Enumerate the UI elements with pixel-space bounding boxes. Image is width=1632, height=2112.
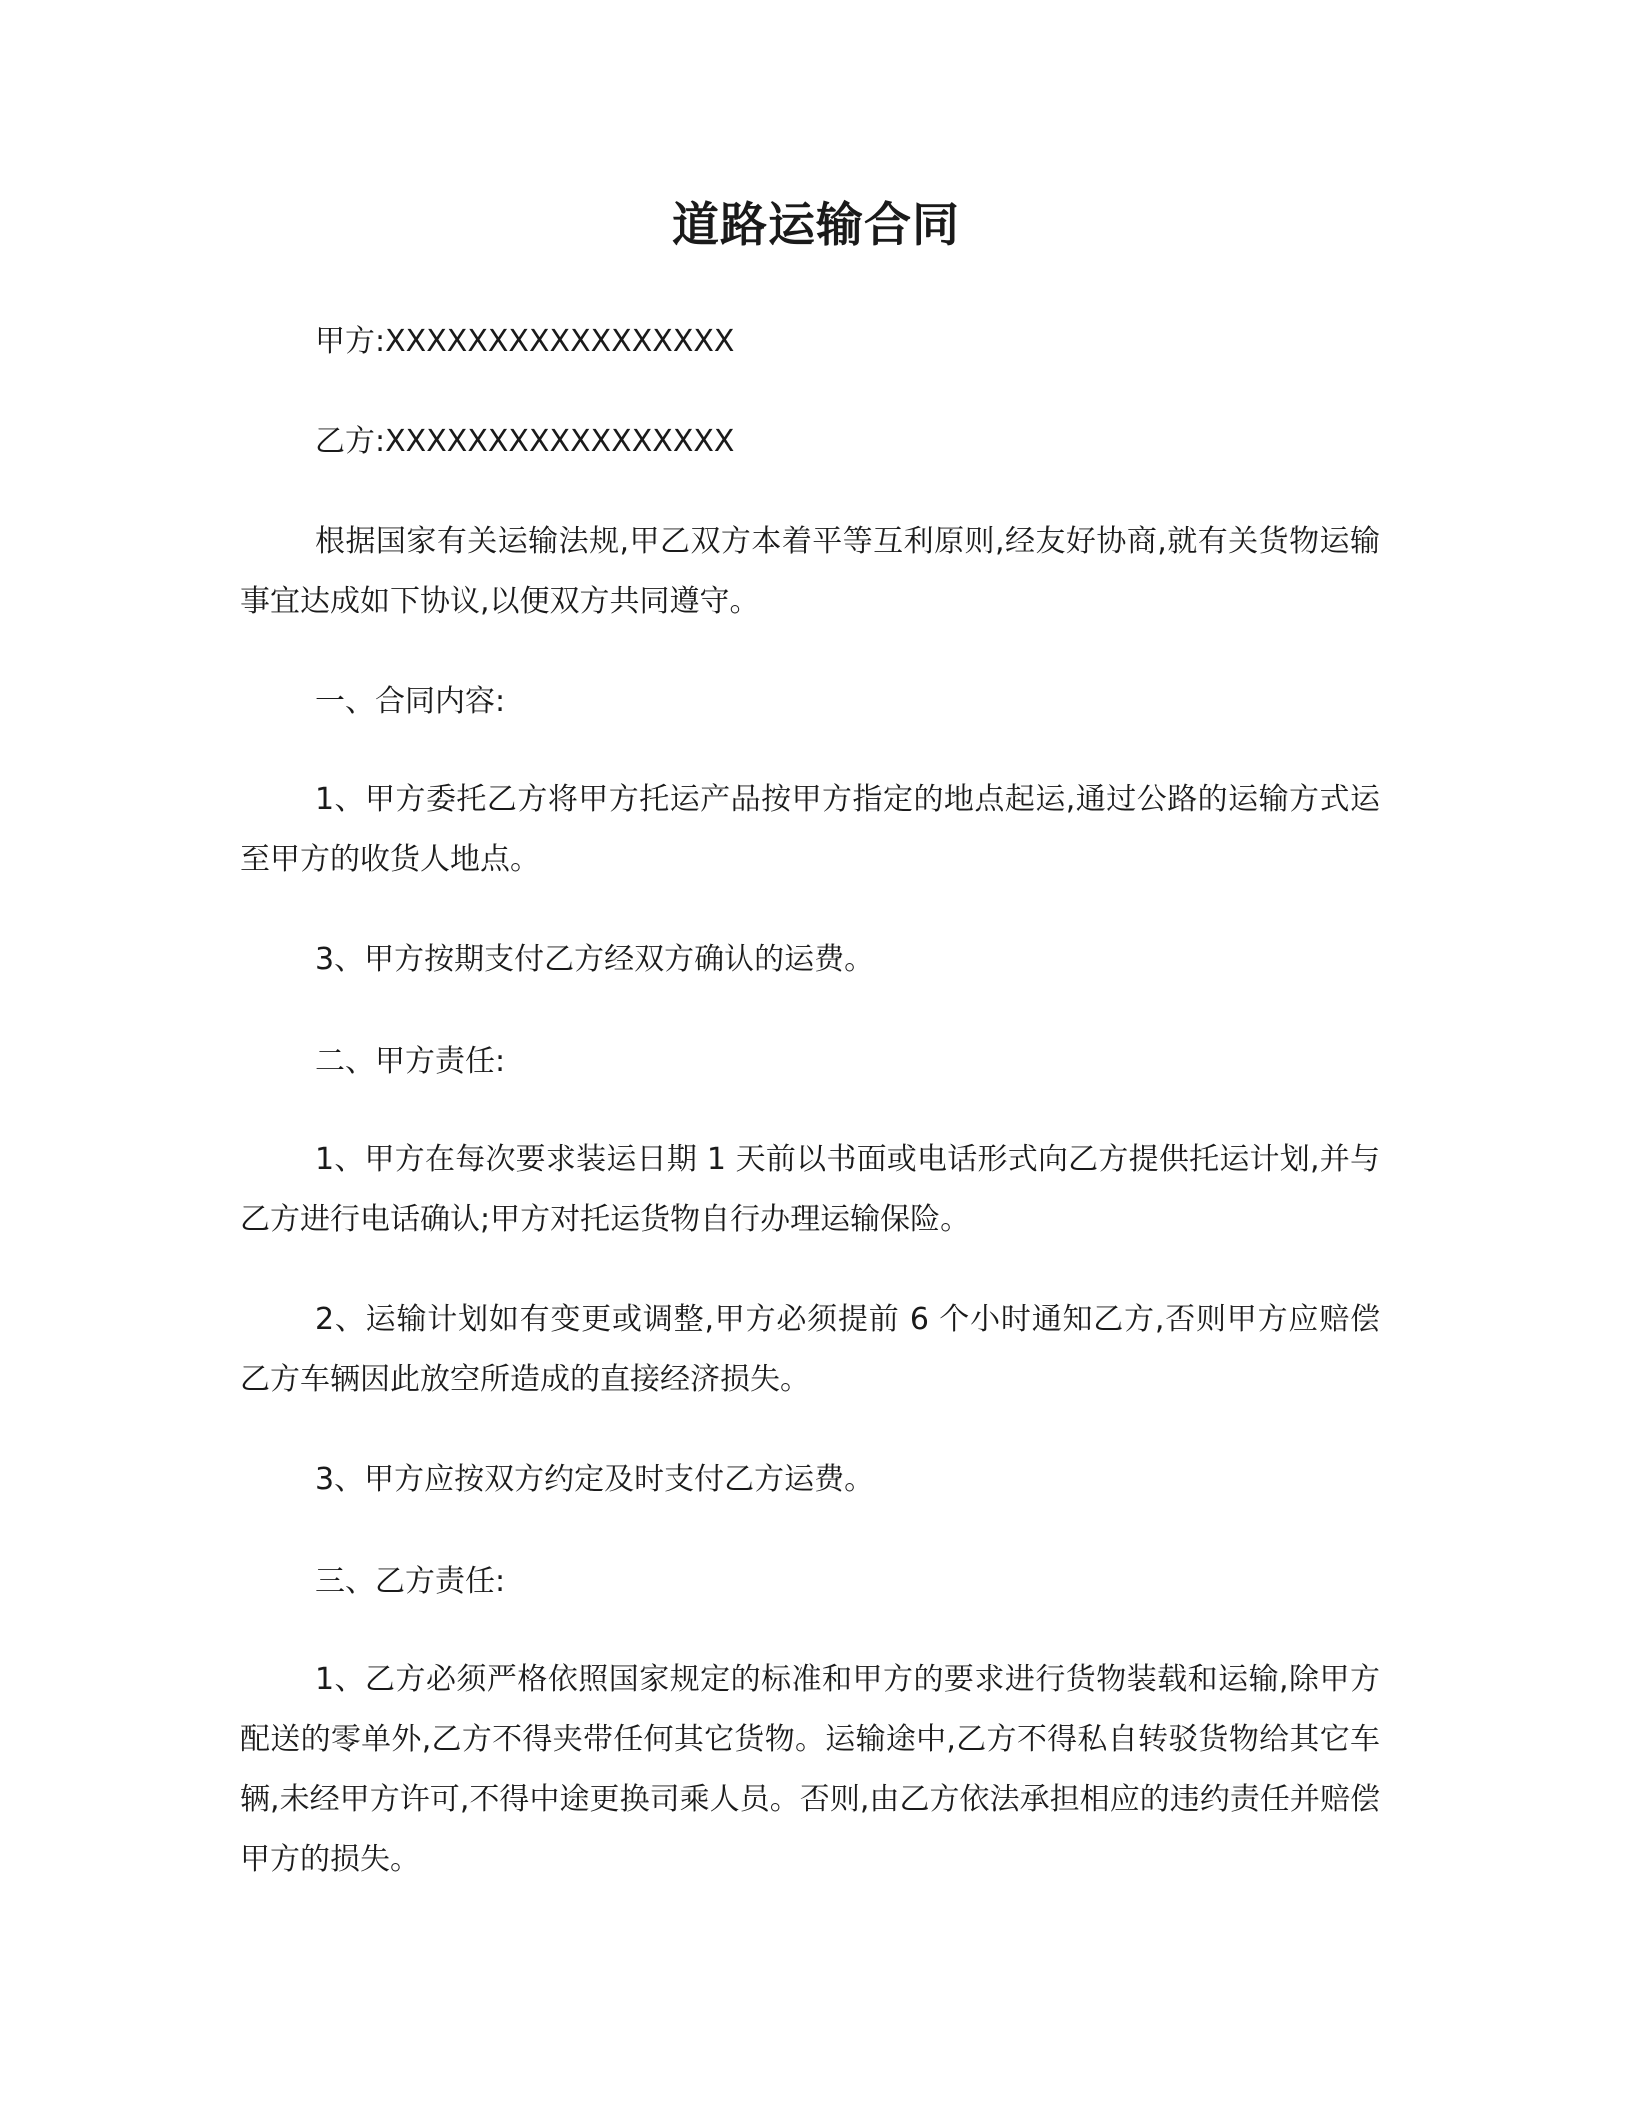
- section-1-item-3: 3、甲方按期支付乙方经双方确认的运费。: [315, 942, 875, 977]
- section-3-heading: 三、乙方责任:: [315, 1564, 506, 1599]
- party-a-line: 甲方:XXXXXXXXXXXXXXXXX: [315, 324, 735, 359]
- document-title: 道路运输合同: [672, 198, 960, 253]
- intro-paragraph: 根据国家有关运输法规,甲乙双方本着平等互利原则,经友好协商,就有关货物运输事宜达成如下协议,以便双方共同遵守。: [240, 524, 1380, 619]
- section-2-item-2: 2、运输计划如有变更或调整,甲方必须提前 6 个小时通知乙方,否则甲方应赔偿乙方车辆因此放空所造成的直接经济损失。: [240, 1302, 1380, 1397]
- section-2-item-3: 3、甲方应按双方约定及时支付乙方运费。: [315, 1462, 875, 1497]
- section-2-heading: 二、甲方责任:: [315, 1044, 506, 1079]
- section-1-heading: 一、合同内容:: [315, 684, 506, 719]
- section-1-item-1: 1、甲方委托乙方将甲方托运产品按甲方指定的地点起运,通过公路的运输方式运至甲方的收货人地点。: [240, 782, 1380, 877]
- section-3-item-1: 1、乙方必须严格依照国家规定的标准和甲方的要求进行货物装载和运输,除甲方配送的零单外,乙方不得夹带任何其它货物。运输途中,乙方不得私自转驳货物给其它车辆,未经甲方许可,不得中途更换司乘人员。否则,由乙方依法承担相应的违约责任并赔偿甲方的损失。: [240, 1662, 1380, 1877]
- party-b-line: 乙方:XXXXXXXXXXXXXXXXX: [315, 424, 735, 459]
- section-2-item-1: 1、甲方在每次要求装运日期 1 天前以书面或电话形式向乙方提供托运计划,并与乙方进行电话确认;甲方对托运货物自行办理运输保险。: [240, 1142, 1380, 1237]
